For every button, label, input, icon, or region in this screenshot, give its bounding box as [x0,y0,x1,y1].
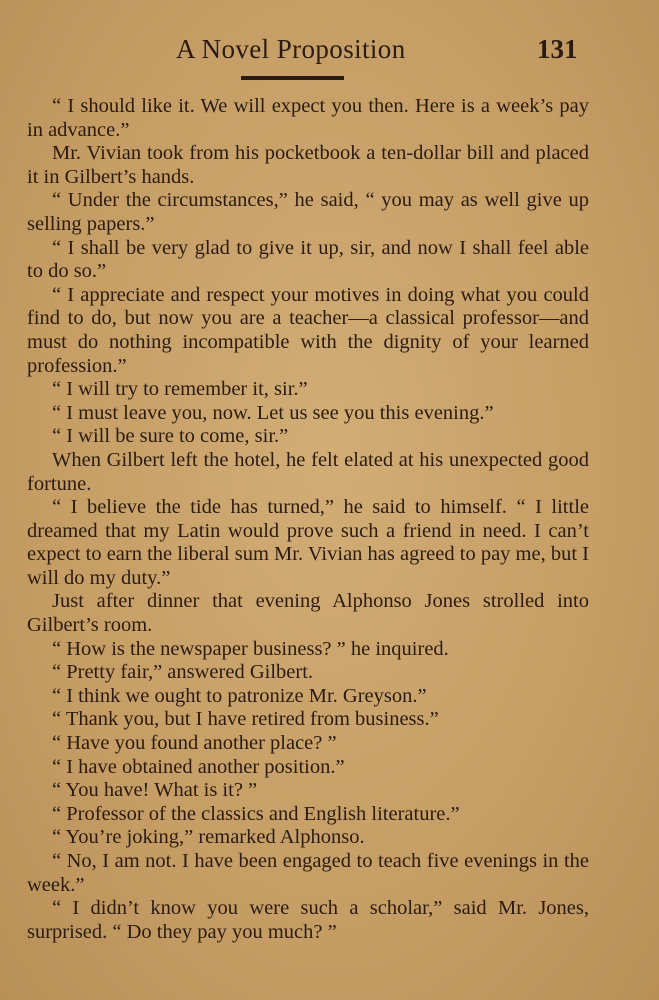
paragraph: “ How is the newspaper business? ” he inquired. [52,637,449,660]
running-title: A Novel Proposition [176,34,406,64]
paragraph: “ Under the circumstances,” he said, “ you may as well give up selling papers.” [27,189,589,235]
paragraph: Just after dinner that evening Alphonso Jones strolled into Gilbert’s room. [27,590,589,637]
paragraph: “ Pretty fair,” answered Gilbert. [52,661,314,684]
paragraph: “ I must leave you, now. Let us see you this evening.” [52,401,494,424]
page-header [0,34,659,68]
paragraph: “ I should like it. We will expect you then. Here is a week’s pay in advance.” [27,95,589,141]
page-number: 131 [537,34,578,64]
paragraph: “ No, I am not. I have been engaged to teach five evenings in the week.” [27,850,589,896]
paragraph: “ I believe the tide has turned,” he said to himself. “ I little dreamed that my Latin would prove such a friend in need. I can’t expect to earn the liberal sum Mr. Vivian has agreed to pay me, but I will do my duty.” [27,496,589,589]
paragraph: “ I have obtained another position.” [52,755,345,778]
header-rule [241,76,344,80]
paragraph: When Gilbert left the hotel, he felt elated at his unexpected good fortune. [27,448,589,495]
paragraph: Mr. Vivian took from his pocketbook a ten-dollar bill and placed it in Gilbert’s hands. [27,142,589,188]
paragraph: “ You have! What is it? ” [52,779,258,802]
paragraph: “ Professor of the classics and English literature.” [52,802,460,825]
paragraph: “ You’re joking,” remarked Alphonso. [52,826,365,849]
paragraph: “ I appreciate and respect your motives in doing what you could find to do, but now you are a teacher—a classical professor—and must do nothing incompatible with the dignity of your learned profession.” [27,283,589,377]
paragraph: “ I will try to remember it, sir.” [52,378,308,401]
paragraph: “ Have you found another place? ” [52,732,337,755]
paragraph: “ I will be sure to come, sir.” [52,425,289,448]
paragraph: “ Thank you, but I have retired from business.” [52,708,439,731]
paragraph: “ I think we ought to patronize Mr. Greyson.” [52,684,427,707]
paragraph: “ I didn’t know you were such a scholar,” said Mr. Jones, surprised. “ Do they pay you much? ” [27,897,589,943]
paragraph: “ I shall be very glad to give it up, sir, and now I shall feel able to do so.” [27,236,589,283]
body-text [27,95,589,944]
